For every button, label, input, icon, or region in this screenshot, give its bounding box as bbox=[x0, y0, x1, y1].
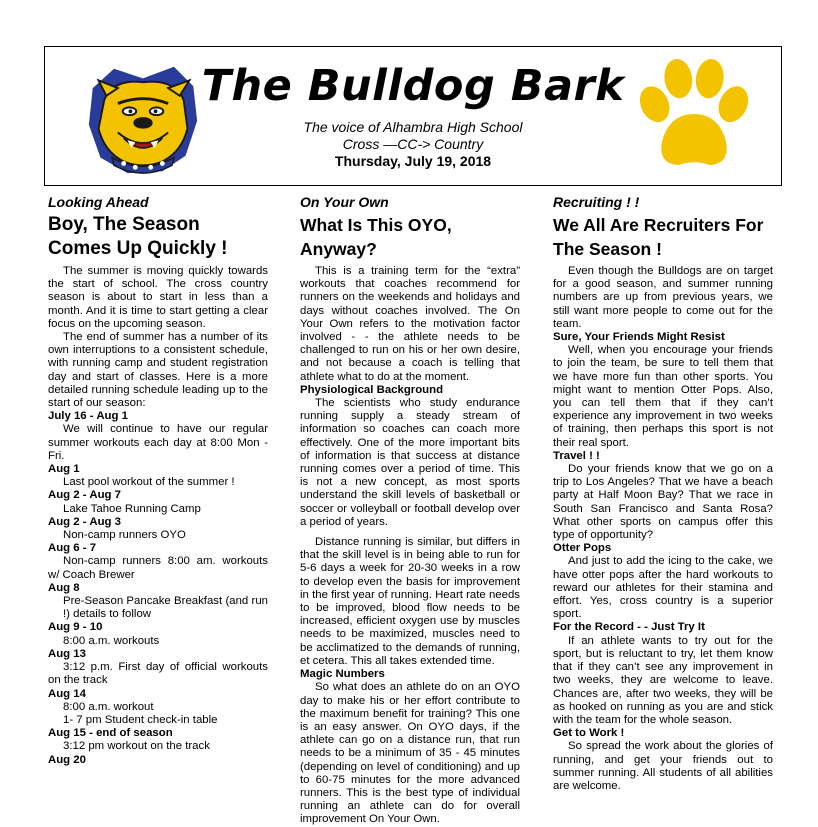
article-body bbox=[48, 265, 268, 410]
paragraph: The summer is moving quickly towards the start of school. The cross country season is about to start in less than a month. And it is time to start getting a clear focus on the upcoming season. bbox=[48, 265, 268, 330]
paragraph: This is a training term for the “extra” workouts that coaches recommend for runners on the weekends and holidays and days without coaches involved. The On Your Own refers to the motivation factor involved - - the athlete needs to be challenged to run on his or her own desire, and not because a coach is telling that athlete what to do at the moment. bbox=[300, 265, 520, 383]
article-headline: Boy, The Season Comes Up Quickly ! bbox=[48, 214, 228, 259]
schedule-detail: We will continue to have our regular summer workouts each day at 8:00 Mon - Fri. bbox=[48, 423, 268, 462]
subtitle-line-school: The voice of Alhambra High School bbox=[303, 119, 523, 135]
masthead bbox=[44, 46, 782, 186]
article-recruiting bbox=[553, 192, 773, 793]
schedule-date: Aug 2 - Aug 3 bbox=[48, 515, 121, 528]
paragraph: Do your friends know that we go on a trip to Los Angeles? That we have a beach party at Half Moon Bay? That we race in South San Francisco and Santa Rosa? What other sports on campus offer this type of opportunity? bbox=[553, 463, 773, 542]
schedule-detail: 8:00 a.m. workouts bbox=[63, 634, 160, 647]
subheading: Magic Numbers bbox=[300, 668, 385, 681]
article-kicker: On Your Own bbox=[300, 194, 389, 210]
paragraph: Even though the Bulldogs are on target for a good season, and summer running numbers are up from previous years, we still want more people to come out for the team. bbox=[553, 265, 773, 330]
article-kicker: Recruiting ! ! bbox=[553, 194, 640, 210]
schedule-date: Aug 6 - 7 bbox=[48, 542, 97, 555]
paw-print-icon bbox=[635, 57, 753, 175]
paragraph: The scientists who study endurance running supply a steady stream of information so coaches can coach more effectively. One of the more important bits of information is that success at distance running comes over a period of time. This is not a new concept, as most sports understand the skill levels of basketball or soccer or volleyball or football develop over a period of years. bbox=[300, 397, 520, 528]
schedule-date: Aug 15 - end of season bbox=[48, 727, 173, 740]
article-kicker: Looking Ahead bbox=[48, 194, 149, 210]
schedule-date: Aug 8 bbox=[48, 581, 80, 594]
subtitle-line-sport: Cross —CC-> Country bbox=[342, 136, 484, 152]
schedule-list bbox=[48, 410, 268, 766]
subheading: Get to Work ! bbox=[553, 727, 625, 740]
schedule-date: Aug 13 bbox=[48, 647, 86, 660]
article-headline: We All Are Recruiters For The Season ! bbox=[553, 215, 764, 259]
paragraph: Distance running is similar, but differs in that the skill level is in being able to run for 5-6 days a week for 20-30 weeks in a row to develop even the basis for improvement in the first year of running. Heart rate needs to be improved, blood flow needs to be increased, efficient oxygen use by muscles needs to be maximized, muscles need to be acclimatized to the demands of running, et cetera. This all takes extended time. bbox=[300, 536, 520, 667]
paragraph: So spread the work about the glories of running, and get your friends out to summer running. All students of all abilities are welcome. bbox=[553, 740, 773, 792]
subheading: Sure, Your Friends Might Resist bbox=[553, 331, 725, 344]
schedule-date: Aug 2 - Aug 7 bbox=[48, 489, 121, 502]
article-looking-ahead bbox=[48, 192, 268, 767]
paragraph: So what does an athlete do on an OYO day to make his or her effort contribute to the maximum benefit for training? This one is an easy answer. On OYO days, if the athlete can go on a distance run, that run needs to be a minimum of 35 - 45 minutes (depending on level of conditioning) and up to 60-75 minutes for the more advanced runners. This is the best type of individual running an athlete can do for overall improvement On Your Own. bbox=[300, 681, 520, 826]
schedule-detail: 1- 7 pm Student check-in table bbox=[63, 713, 218, 726]
schedule-date: Aug 14 bbox=[48, 687, 86, 700]
paragraph: Well, when you encourage your friends to join the team, be sure to tell them that we have more fun than other sports. You might want to mention Otter Pops. Also, you can tell them that if they can’t experience any improvement in two weeks of training, then perhaps this sport is not their real sport. bbox=[553, 344, 773, 449]
schedule-detail: Lake Tahoe Running Camp bbox=[63, 502, 201, 515]
schedule-date: Aug 20 bbox=[48, 753, 86, 766]
schedule-detail: Pre-Season Pancake Breakfast (and run !) details to follow bbox=[63, 595, 268, 621]
newsletter-title: The Bulldog Bark bbox=[201, 61, 625, 111]
article-on-your-own bbox=[300, 192, 520, 827]
schedule-detail: 3:12 p.m. First day of official workouts on the track bbox=[48, 661, 268, 687]
subheading: Otter Pops bbox=[553, 542, 612, 555]
paragraph: The end of summer has a number of its own interruptions to a consistent schedule, with running camp and student registration day and start of classes. Here is a more detailed running schedule leading up to the start of our season: bbox=[48, 331, 268, 410]
paragraph: If an athlete wants to try out for the sport, but is reluctant to try, let them know that if they can’t see any improvement in two weeks, they are welcome to leave. Chances are, after two weeks, they will be as hooked on running as you are and stick with the team for the whole season. bbox=[553, 634, 773, 726]
schedule-detail: Last pool workout of the summer ! bbox=[63, 476, 235, 489]
issue-date: Thursday, July 19, 2018 bbox=[334, 153, 492, 169]
schedule-detail: 8:00 a.m. workout bbox=[63, 700, 154, 713]
schedule-detail: Non-camp runners 8:00 am. workouts w/ Coach Brewer bbox=[48, 555, 268, 581]
schedule-date: Aug 1 bbox=[48, 463, 80, 476]
subheading: Travel ! ! bbox=[553, 449, 600, 462]
paragraph: And just to add the icing to the cake, we have otter pops after the hard workouts to reward our athletes for their stamina and effort. Yes, cross country is a superior sport. bbox=[553, 555, 773, 621]
article-headline: What Is This OYO, Anyway? bbox=[300, 215, 452, 259]
subheading: For the Record - - Just Try It bbox=[553, 621, 705, 634]
schedule-date: July 16 - Aug 1 bbox=[48, 410, 128, 423]
schedule-detail: Non-camp runners OYO bbox=[63, 529, 186, 542]
schedule-detail: 3:12 pm workout on the track bbox=[63, 740, 210, 753]
schedule-date: Aug 9 - 10 bbox=[48, 621, 103, 634]
subheading: Physiological Background bbox=[300, 383, 444, 396]
